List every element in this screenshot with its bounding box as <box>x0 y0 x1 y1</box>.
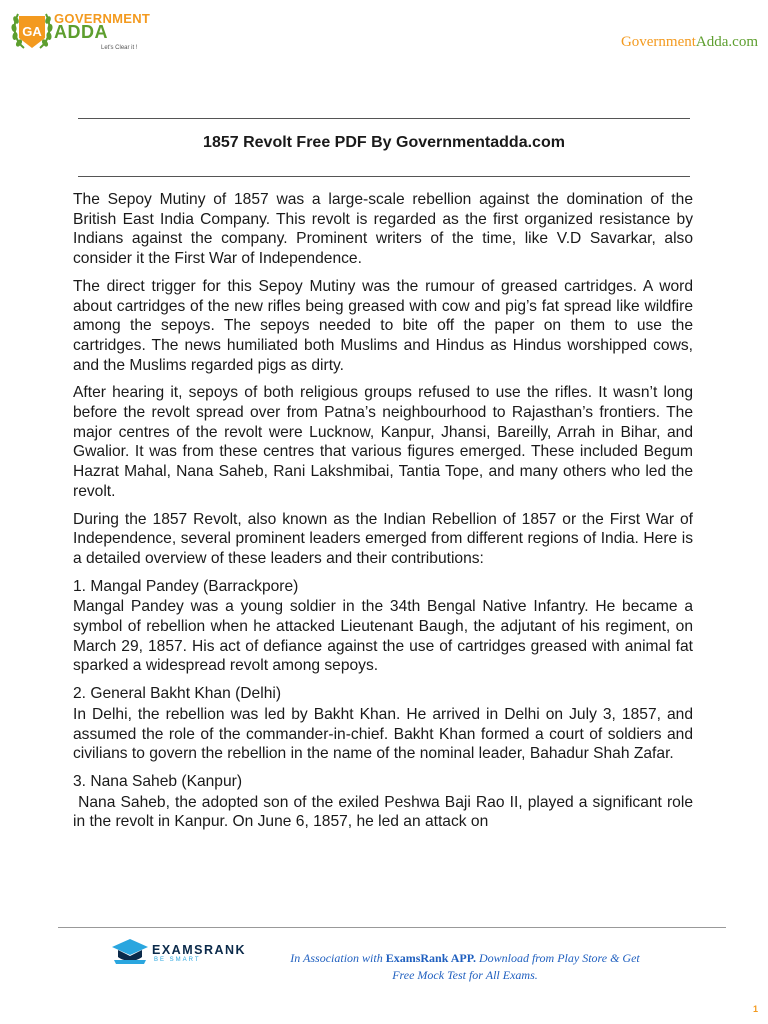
examsrank-tagline: BE SMART <box>154 957 201 963</box>
leader-text: Nana Saheb, the adopted son of the exiled Peshwa Baji Rao II, played a significant role in the revolt in Kanpur. On June 6, 1857, he led an attack on <box>73 793 698 831</box>
leader-text: Mangal Pandey was a young soldier in the 34th Bengal Native Infantry. He became a symbol of rebellion when he attacked Lieutenant Baugh, the adjutant of his regiment, on March 29, 1857. His act of defiance against the use of cartridges greased with animal fat sparked a widespread revolt among sepoys. <box>73 598 693 675</box>
assoc-suffix: Download from Play Store & Get <box>475 951 640 965</box>
examsrank-brand: EXAMSRANK <box>152 943 247 957</box>
paragraph: The Sepoy Mutiny of 1857 was a large-scale rebellion against the domination of the British East India Company. This revolt is regarded as the first organized resistance by Indians against the company. Prominent writers of the time, like V.D Savarkar, also consider it the First War of Independence. <box>73 191 693 268</box>
leader-text: In Delhi, the rebellion was led by Bakht Khan. He arrived in Delhi on July 3, 1857, and assumed the role of the commander-in-chief. Bakht Khan formed a court of soldiers and civilians to govern the rebellion in the name of the nominal leader, Bahadur Shah Zafar. <box>73 705 693 763</box>
assoc-prefix: In Association with <box>290 951 386 965</box>
paragraph: After hearing it, sepoys of both religious groups refused to use the rifles. It wasn’t long before the revolt spread over from Patna’s neighbourhood to Rajasthan’s frontiers. The major centres of the revolt were Lucknow, Kanpur, Jhansi, Bareilly, Arrah in Bihar, and Gwalior. It was from these centres that various figures emerged. These included Begum Hazrat Mahal, Nana Saheb, Rani Lakshmibai, Tantia Tope, and many others who led the revolt. <box>73 384 693 500</box>
svg-text:GA: GA <box>22 24 42 39</box>
site-link-part-1: Government <box>620 34 696 50</box>
assoc-app-name: ExamsRank APP. <box>385 951 476 965</box>
logo-line-1: GOVERNMENT <box>54 11 151 26</box>
wreath-icon <box>10 8 54 54</box>
assoc-line-2: Free Mock Test for All Exams. <box>392 968 538 982</box>
site-link[interactable] <box>621 34 758 51</box>
leader-heading: 1. Mangal Pandey (Barrackpore) <box>73 577 299 595</box>
logo-line-2: ADDA <box>54 22 108 42</box>
graduation-cap-icon <box>108 935 152 967</box>
paragraph: The direct trigger for this Sepoy Mutiny was the rumour of greased cartridges. A word about cartridges of the new rifles being greased with cow and pig’s fat spread like wildfire among the sepoys. The sepoys needed to bite off the paper on them to use the cartridges. The news humiliated both Muslims and Hindus as Hindus worshipped cows, and the Muslims regarded pigs as dirty. <box>73 277 693 374</box>
leader-heading: 3. Nana Saheb (Kanpur) <box>73 772 243 790</box>
page-number: 1 <box>752 1004 758 1014</box>
governmentadda-logo[interactable] <box>10 8 150 54</box>
association-note[interactable] <box>250 950 680 984</box>
leader-heading: 2. General Bakht Khan (Delhi) <box>73 685 282 703</box>
title-top-rule <box>78 118 690 119</box>
logo-tagline: Let's Clear it ! <box>101 45 138 51</box>
page-title: 1857 Revolt Free PDF By Governmentadda.com <box>203 134 565 151</box>
examsrank-logo[interactable] <box>108 935 248 965</box>
article-body <box>73 190 698 840</box>
title-bottom-rule <box>78 176 690 177</box>
site-link-part-2: Adda.com <box>695 34 758 50</box>
page-header <box>0 0 768 90</box>
paragraph: During the 1857 Revolt, also known as the Indian Rebellion of 1857 or the First War of Independence, several prominent leaders emerged from different regions of India. Here is a detailed overview of these leaders and their contributions: <box>73 510 693 567</box>
page-footer <box>0 925 768 1024</box>
